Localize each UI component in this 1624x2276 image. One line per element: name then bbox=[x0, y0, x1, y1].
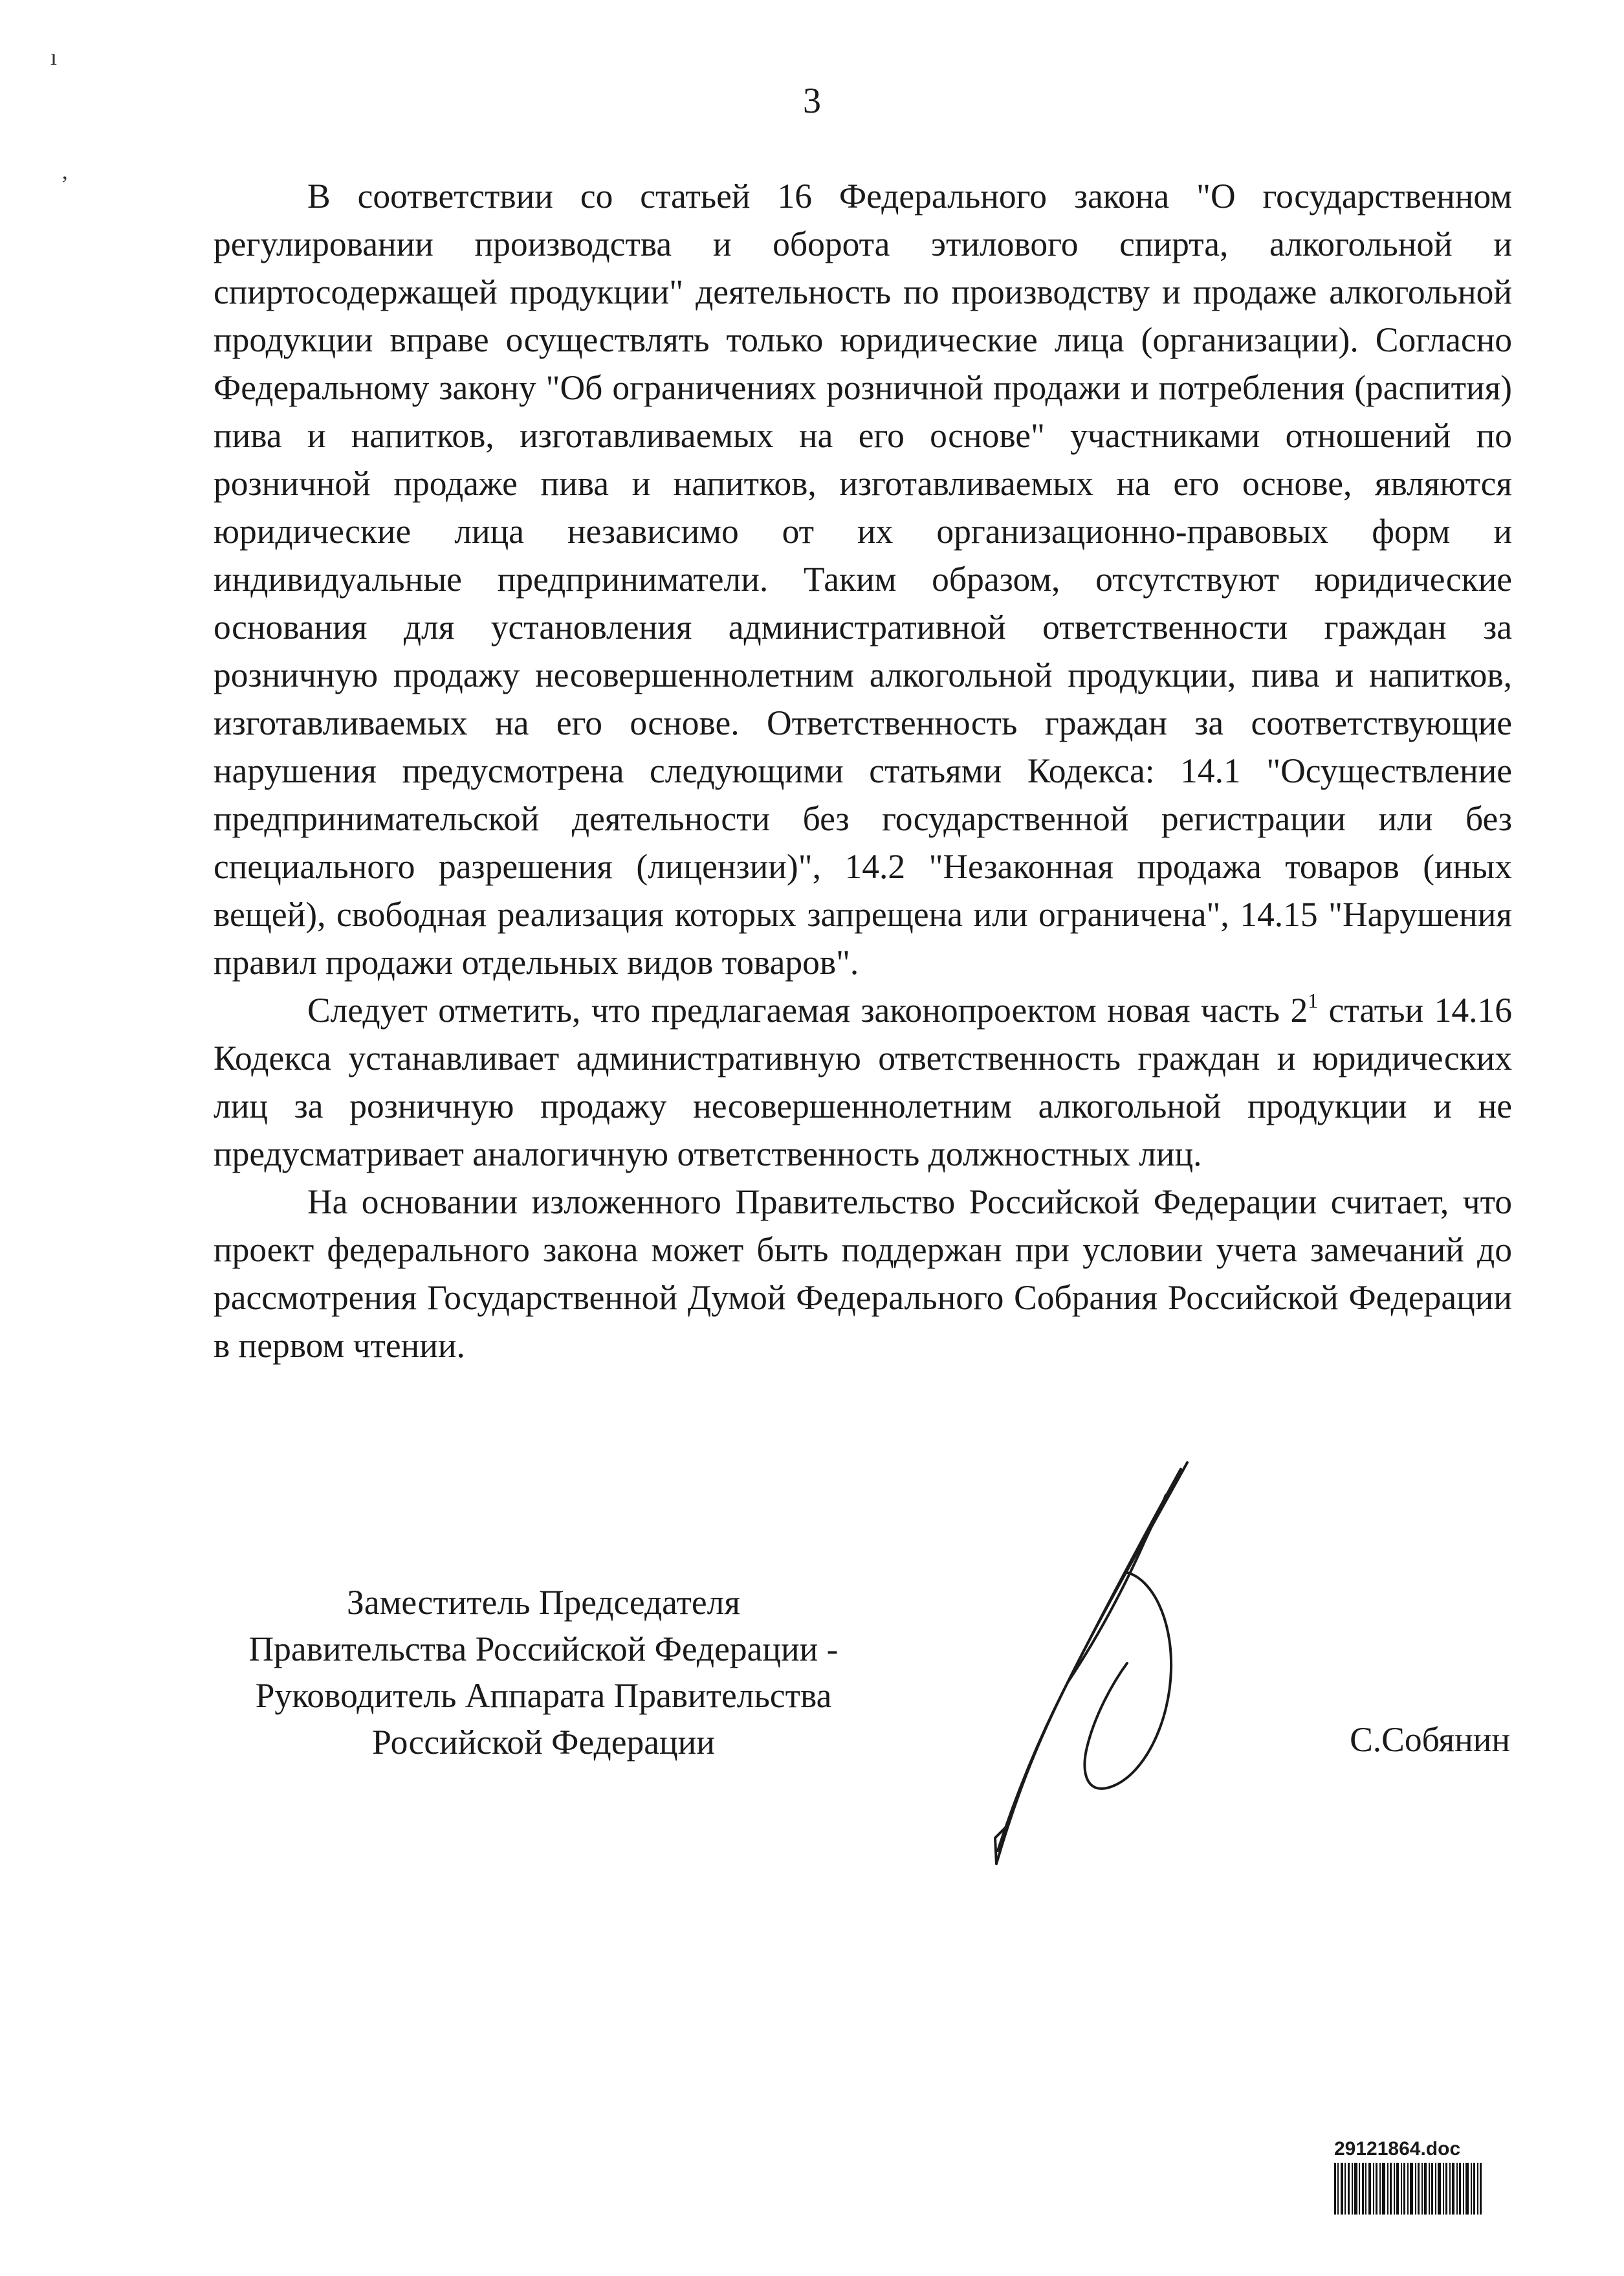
signer-name: С.Собянин bbox=[1350, 1720, 1510, 1759]
signatory-title-line-1: Заместитель Председателя bbox=[347, 1583, 740, 1622]
signatory-title-line-3: Руководитель Аппарата Правительства bbox=[255, 1676, 832, 1715]
signatory-title-line-2: Правительства Российской Федерации - bbox=[248, 1630, 839, 1668]
barcode-icon bbox=[1334, 2163, 1482, 2215]
page-number: 3 bbox=[803, 81, 821, 121]
file-reference: 29121864.doc bbox=[1334, 2138, 1461, 2160]
paragraph-3: На основании изложенного Правительство Российской Федерации считает, что проект федерального закона может быть поддержан при условии учета замечаний до рассмотрения Государственной Думой Федерального Собрания Российской Федерации в первом чтении. bbox=[214, 1182, 1512, 1365]
paragraph-1: В соответствии со статьей 16 Федерального закона "О государственном регулировании производства и оборота этилового спирта, алкогольной и спиртосодержащей продукции" деятельность по производству и продаже алкогольной продукции вправе осуществлять только юридические лица (организации). Согласно Федеральному закону "Об ограничениях розничной продажи и потребления (распития) пива и напитков, изготавливаемых на его основе" участниками отношений по розничной продаже пива и напитков, изготавливаемых на его основе, являются юридические лица независимо от их организационно-правовых форм и индивидуальные предприниматели. Таким образом, отсутствуют юридические основания для установления административной ответственности граждан за розничную продажу несовершеннолетним алкогольной продукции, пива и напитков, изготавливаемых на его основе. Ответственность граждан за соответствующие нарушения предусмотрена следующими статьями Кодекса: 14.1 "Осуществление предпринимательской деятельности без государственной регистрации или без специального разрешения (лицензии)", 14.2 "Незаконная продажа товаров (иных вещей), свободная реализация которых запрещена или ограничена", 14.15 "Нарушения правил продажи отдельных видов товаров". bbox=[214, 177, 1512, 982]
handwritten-signature-icon bbox=[958, 1450, 1236, 1877]
paragraph-2-text-start: Следует отметить, что предлагаемая законопроектом новая часть 2 bbox=[307, 991, 1308, 1030]
paragraph-2 bbox=[214, 986, 1512, 1178]
signatory-title-block bbox=[207, 1579, 880, 1765]
document-body bbox=[214, 172, 1512, 1369]
signatory-title-line-4: Российской Федерации bbox=[372, 1723, 715, 1762]
margin-mark-top: ı bbox=[50, 44, 58, 70]
superscript-part-number: 1 bbox=[1308, 989, 1319, 1012]
paragraph-2-text-end: статьи 14.16 Кодекса устанавливает административную ответственность граждан и юридических лиц за розничную продажу несовершеннолетним алкогольной продукции и не предусматривает аналогичную ответственность должностных лиц. bbox=[214, 991, 1512, 1173]
margin-mark-second: ‚ bbox=[61, 158, 69, 184]
